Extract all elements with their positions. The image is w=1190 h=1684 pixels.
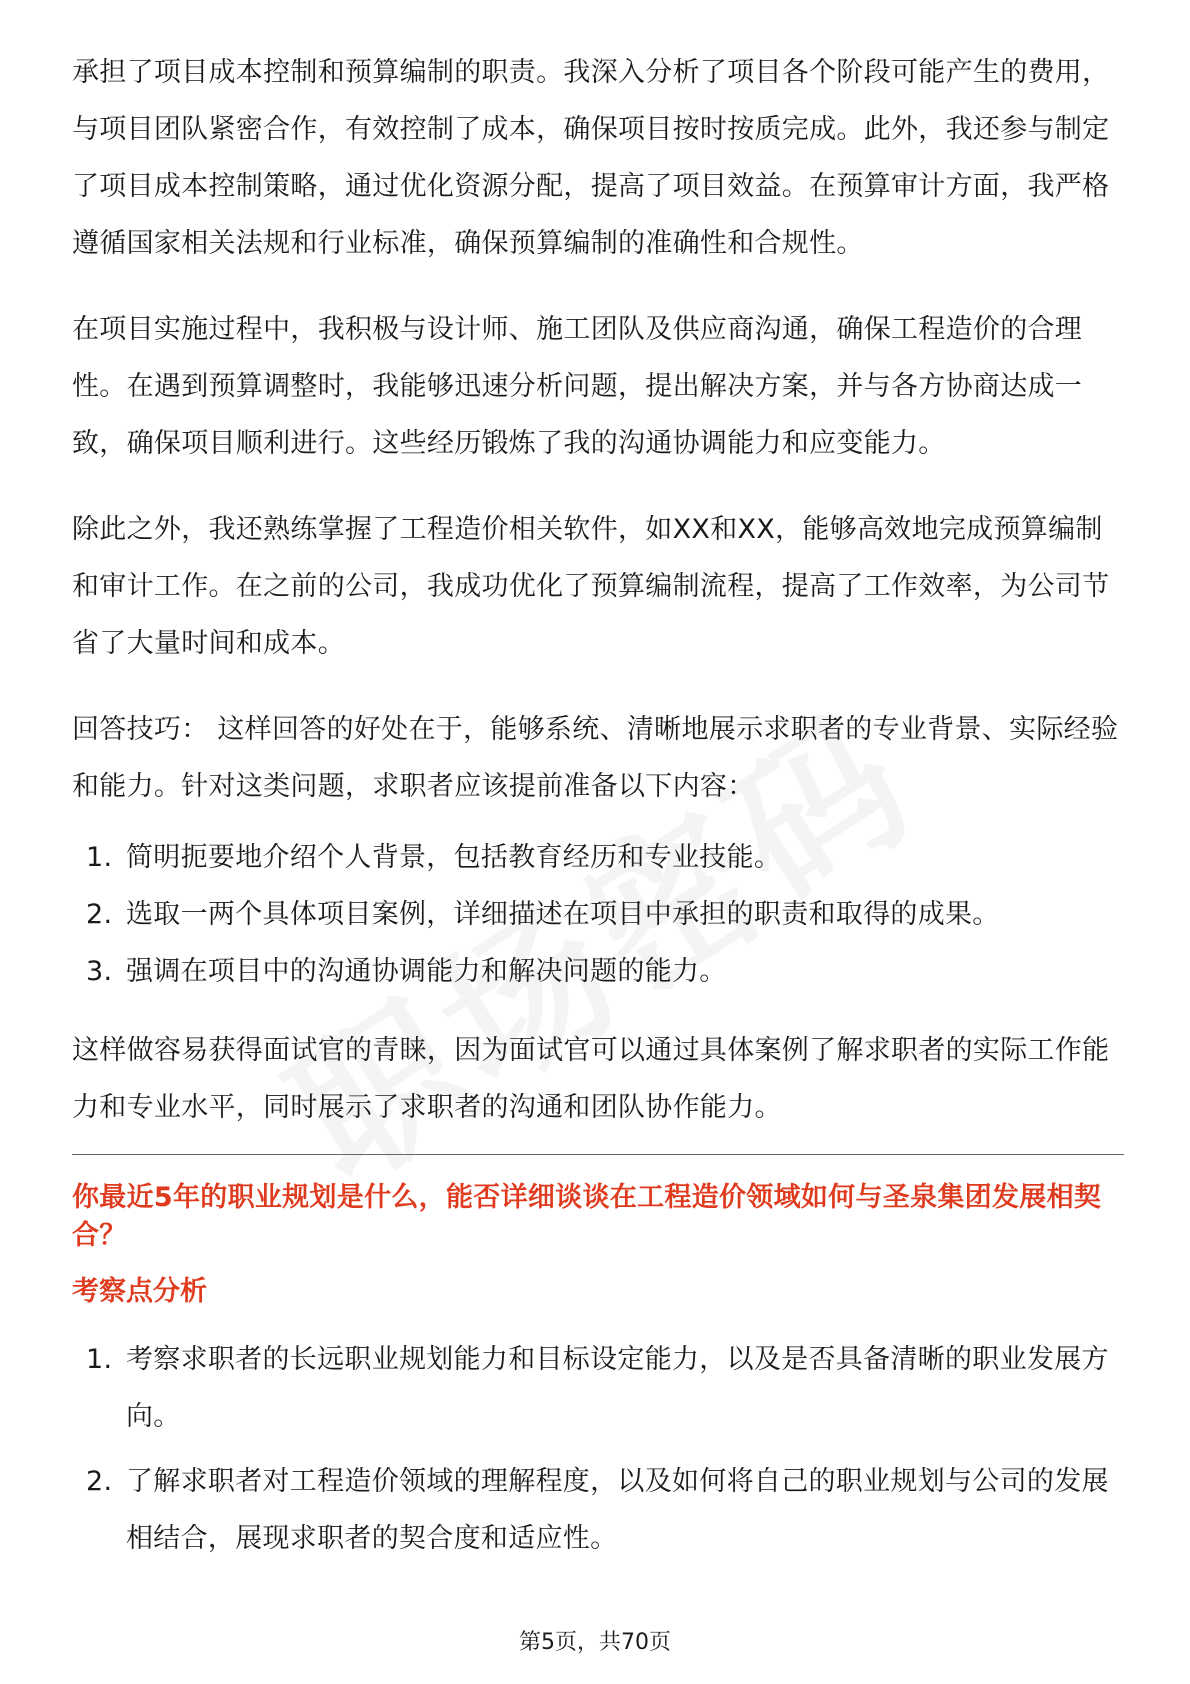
list-item-text: 考察求职者的长远职业规划能力和目标设定能力，以及是否具备清晰的职业发展方向。: [126, 1344, 1109, 1432]
list-item-text: 简明扼要地介绍个人背景，包括教育经历和专业技能。: [126, 842, 782, 873]
list-item-text: 强调在项目中的沟通协调能力和解决问题的能力。: [126, 956, 727, 987]
analysis-heading: 考察点分析: [72, 1276, 207, 1307]
list-number: 2.: [86, 899, 113, 930]
list-item-text: 选取一两个具体项目案例，详细描述在项目中承担的职责和取得的成果。: [126, 899, 1000, 930]
paragraph-answer-tips: 回答技巧： 这样回答的好处在于，能够系统、清晰地展示求职者的专业背景、实际经验和能力。针对这类问题，求职者应该提前准备以下内容：: [72, 714, 1119, 802]
list-item: [72, 943, 1124, 1000]
list-item: [72, 1453, 1124, 1567]
list-number: 3.: [86, 956, 113, 987]
list-number: 2.: [86, 1466, 113, 1497]
section-divider: [72, 1154, 1124, 1155]
paragraph-communication: 在项目实施过程中，我积极与设计师、施工团队及供应商沟通，确保工程造价的合理性。在遇到预算调整时，我能够迅速分析问题，提出解决方案，并与各方协商达成一致，确保项目顺利进行。这些经历锻炼了我的沟通协调能力和应变能力。: [72, 314, 1083, 459]
analysis-list: [72, 1331, 1124, 1567]
document-body: [72, 44, 1124, 1596]
list-item: [72, 1331, 1124, 1445]
list-item-text: 了解求职者对工程造价领域的理解程度，以及如何将自己的职业规划与公司的发展相结合，展现求职者的契合度和适应性。: [126, 1466, 1109, 1554]
list-number: 1.: [86, 1344, 113, 1375]
list-item: [72, 829, 1124, 886]
paragraph-software-skills: 除此之外，我还熟练掌握了工程造价相关软件，如XX和XX，能够高效地完成预算编制和审计工作。在之前的公司，我成功优化了预算编制流程，提高了工作效率，为公司节省了大量时间和成本。: [72, 514, 1110, 659]
list-item: [72, 886, 1124, 943]
list-number: 1.: [86, 842, 113, 873]
page-footer: 第5页，共70页: [519, 1630, 671, 1655]
tips-list: [72, 829, 1124, 1000]
interview-question: 你最近5年的职业规划是什么，能否详细谈谈在工程造价领域如何与圣泉集团发展相契合？: [72, 1182, 1102, 1251]
paragraph-responsibilities: 承担了项目成本控制和预算编制的职责。我深入分析了项目各个阶段可能产生的费用，与项目团队紧密合作，有效控制了成本，确保项目按时按质完成。此外，我还参与制定了项目成本控制策略，通过优化资源分配，提高了项目效益。在预算审计方面，我严格遵循国家相关法规和行业标准，确保预算编制的准确性和合规性。: [72, 57, 1110, 259]
paragraph-closing: 这样做容易获得面试官的青睐，因为面试官可以通过具体案例了解求职者的实际工作能力和专业水平，同时展示了求职者的沟通和团队协作能力。: [72, 1035, 1110, 1123]
